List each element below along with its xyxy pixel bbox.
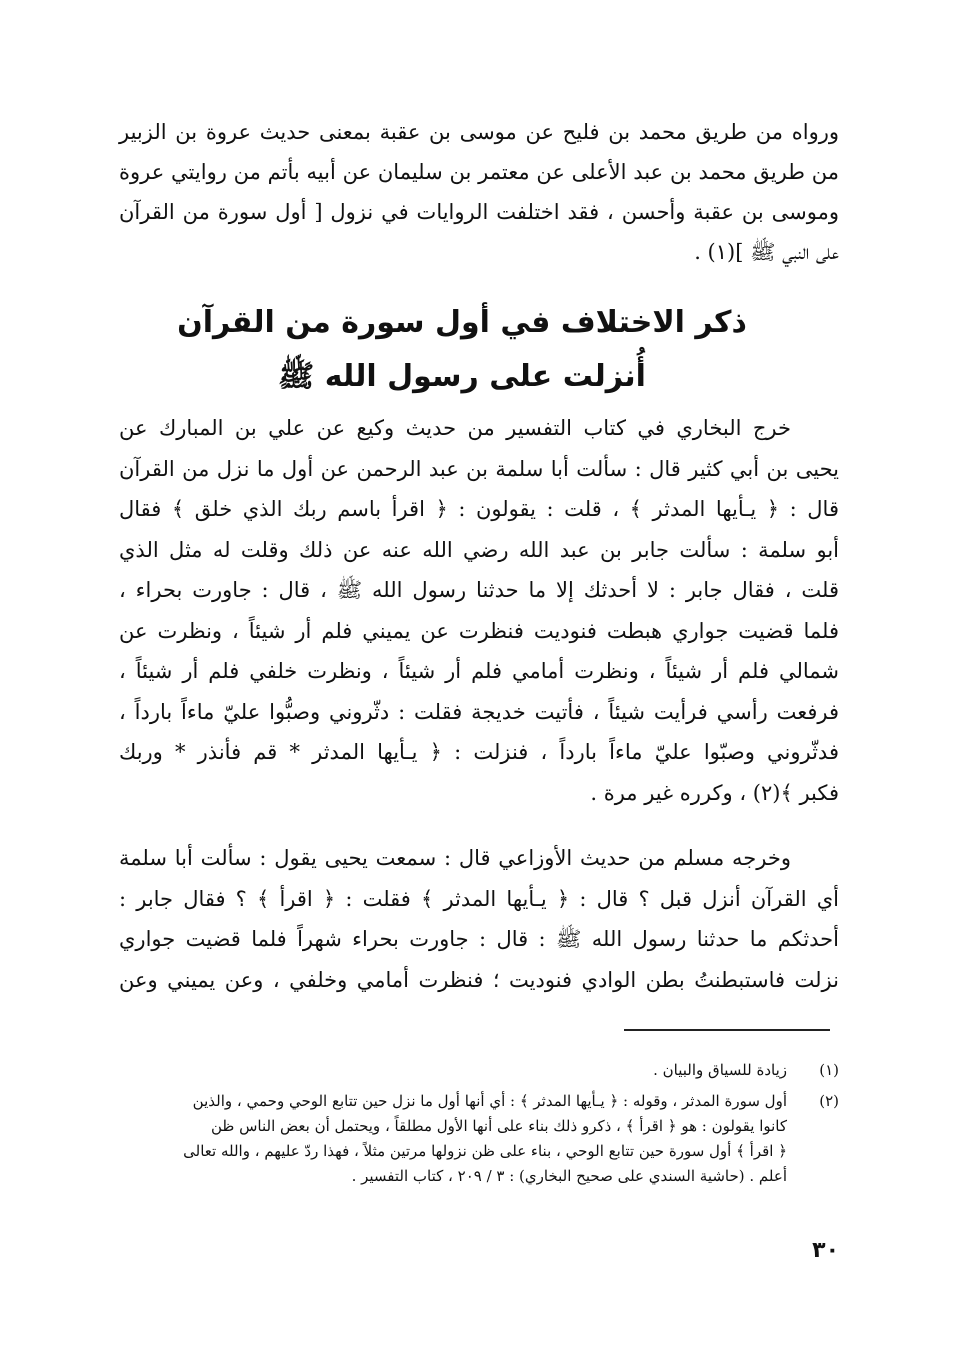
footnote-number: (١) — [819, 1061, 839, 1079]
intro-paragraph — [119, 112, 839, 272]
footnote-line: كانوا يقولون : هو ﴿ اقرأ ﴾ ، ذكرو ذلك بناء على أنها الأول مطلقاً ، ويحتمل أن بعض الناس ظن — [210, 1117, 787, 1135]
intro-line: وموسى بن عقبة وأحسن ، فقد اختلفت الروايات في نزول [ أول سورة من القرآن — [119, 200, 839, 224]
paragraph-line: أي القرآن أنزل قبل ؟ قال : ﴿ يـأيها المدثر ﴾ فقلت : ﴿ اقرأ ﴾ ؟ فقال جابر : — [119, 886, 839, 911]
paragraph-line: أبو سلمة : سألت جابر بن عبد الله رضي الله عنه عن ذلك وقلت له مثل الذي — [119, 537, 839, 562]
footnote-line: ﴿ اقرأ ﴾ أول سورة حين تتابع الوحي ، بناء على ظن نزولها مرتين مثلاً ، فهذا ردّ عليهم ، والله تعالى — [183, 1142, 787, 1160]
paragraph-line: شمالي فلم أر شيئاً ، ونظرت أمامي فلم أر شيئاً ، ونظرت خلفي فلم أر شيئاً ، — [119, 659, 839, 683]
paragraph-line: فلما قضيت جواري هبطت فنوديت فنظرت عن يميني فلم أر شيئاً ، ونظرت عن — [119, 618, 839, 643]
paragraph-line: أحدثكم ما حدثنا رسول الله ﷺ : قال : جاورت بحراء شهراً فلما قضيت جواري — [119, 927, 839, 951]
footnote-line: أعلم . (حاشية السندي على صحيح البخاري) : ٣ / ٢٠٩ ، كتاب التفسير . — [351, 1167, 787, 1185]
footnote-line: زيادة للسياق والبيان . — [653, 1061, 787, 1079]
paragraph-line: وخرجه مسلم من حديث الأوزاعي قال : سمعت يحيى يقول : سألت أبا سلمة — [119, 846, 791, 870]
paragraph-line: خرج البخاري في كتاب التفسير من حديث وكيع عن علي بن المبارك عن — [119, 416, 791, 440]
footnote-number: (٢) — [819, 1092, 839, 1110]
footnote-line: أول سورة المدثر ، وقوله : ﴿ يـأيها المدثر ﴾ : أي أنها أول ما نزل حين تتابع الوحي وحمي ، والذين — [192, 1092, 787, 1110]
paragraph-line: فرفعت رأسي فرأيت شيئاً ، فأتيت خديجة فقلت : دثّروني وصبُّوا عليّ ماءاً بارداً ، — [119, 699, 839, 724]
paragraph-bukhari — [119, 408, 839, 813]
section-heading — [0, 296, 954, 404]
footnotes — [119, 1058, 839, 1195]
intro-line: على النبي ﷺ ](١) . — [694, 240, 839, 264]
intro-line: من طريق محمد بن عبد الأعلى عن معتمر بن سليمان عن أبيه بأتم من روايتي عروة — [119, 160, 839, 184]
paragraph-line: فدثّروني وصبّوا عليّ ماءاً بارداً ، فنزلت : ﴿ يـأيها المدثر * قم فأنذر * وربك — [119, 740, 839, 764]
heading-line-2: أُنزلت على رسول الله ﷺ — [278, 359, 646, 394]
paragraph-line: فكبر ﴾(٢) ، وكرره غير مرة . — [590, 780, 839, 805]
footnote-divider — [624, 1029, 830, 1031]
page-number: ٣٠ — [812, 1238, 839, 1263]
paragraph-line: قال : ﴿ يـأيها المدثر ﴾ ، قلت : يقولون : ﴿ اقرأ باسم ربك الذي خلق ﴾ فقال — [119, 497, 839, 521]
paragraph-muslim — [119, 838, 839, 1000]
paragraph-line: يحيى بن أبي كثير قال : سألت أبا سلمة بن عبد الرحمن عن أول ما نزل من القرآن — [119, 456, 839, 481]
paragraph-line: نزلت فاستبطنتُ بطن الوادي فنوديت ؛ فنظرت أمامي وخلفي ، وعن يميني وعن — [119, 967, 839, 992]
paragraph-line: قلت ، فقال جابر : لا أحدثك إلا ما حدثنا رسول الله ﷺ ، قال : جاورت بحراء ، — [119, 578, 839, 602]
footnote — [119, 1058, 839, 1083]
footnote — [119, 1089, 839, 1189]
intro-line: ورواه من طريق محمد بن فليح عن موسى بن عقبة بمعنى حديث عروة بن الزبير — [119, 120, 839, 144]
heading-line-1: ذكر الاختلاف في أول سورة من القرآن — [177, 305, 747, 340]
